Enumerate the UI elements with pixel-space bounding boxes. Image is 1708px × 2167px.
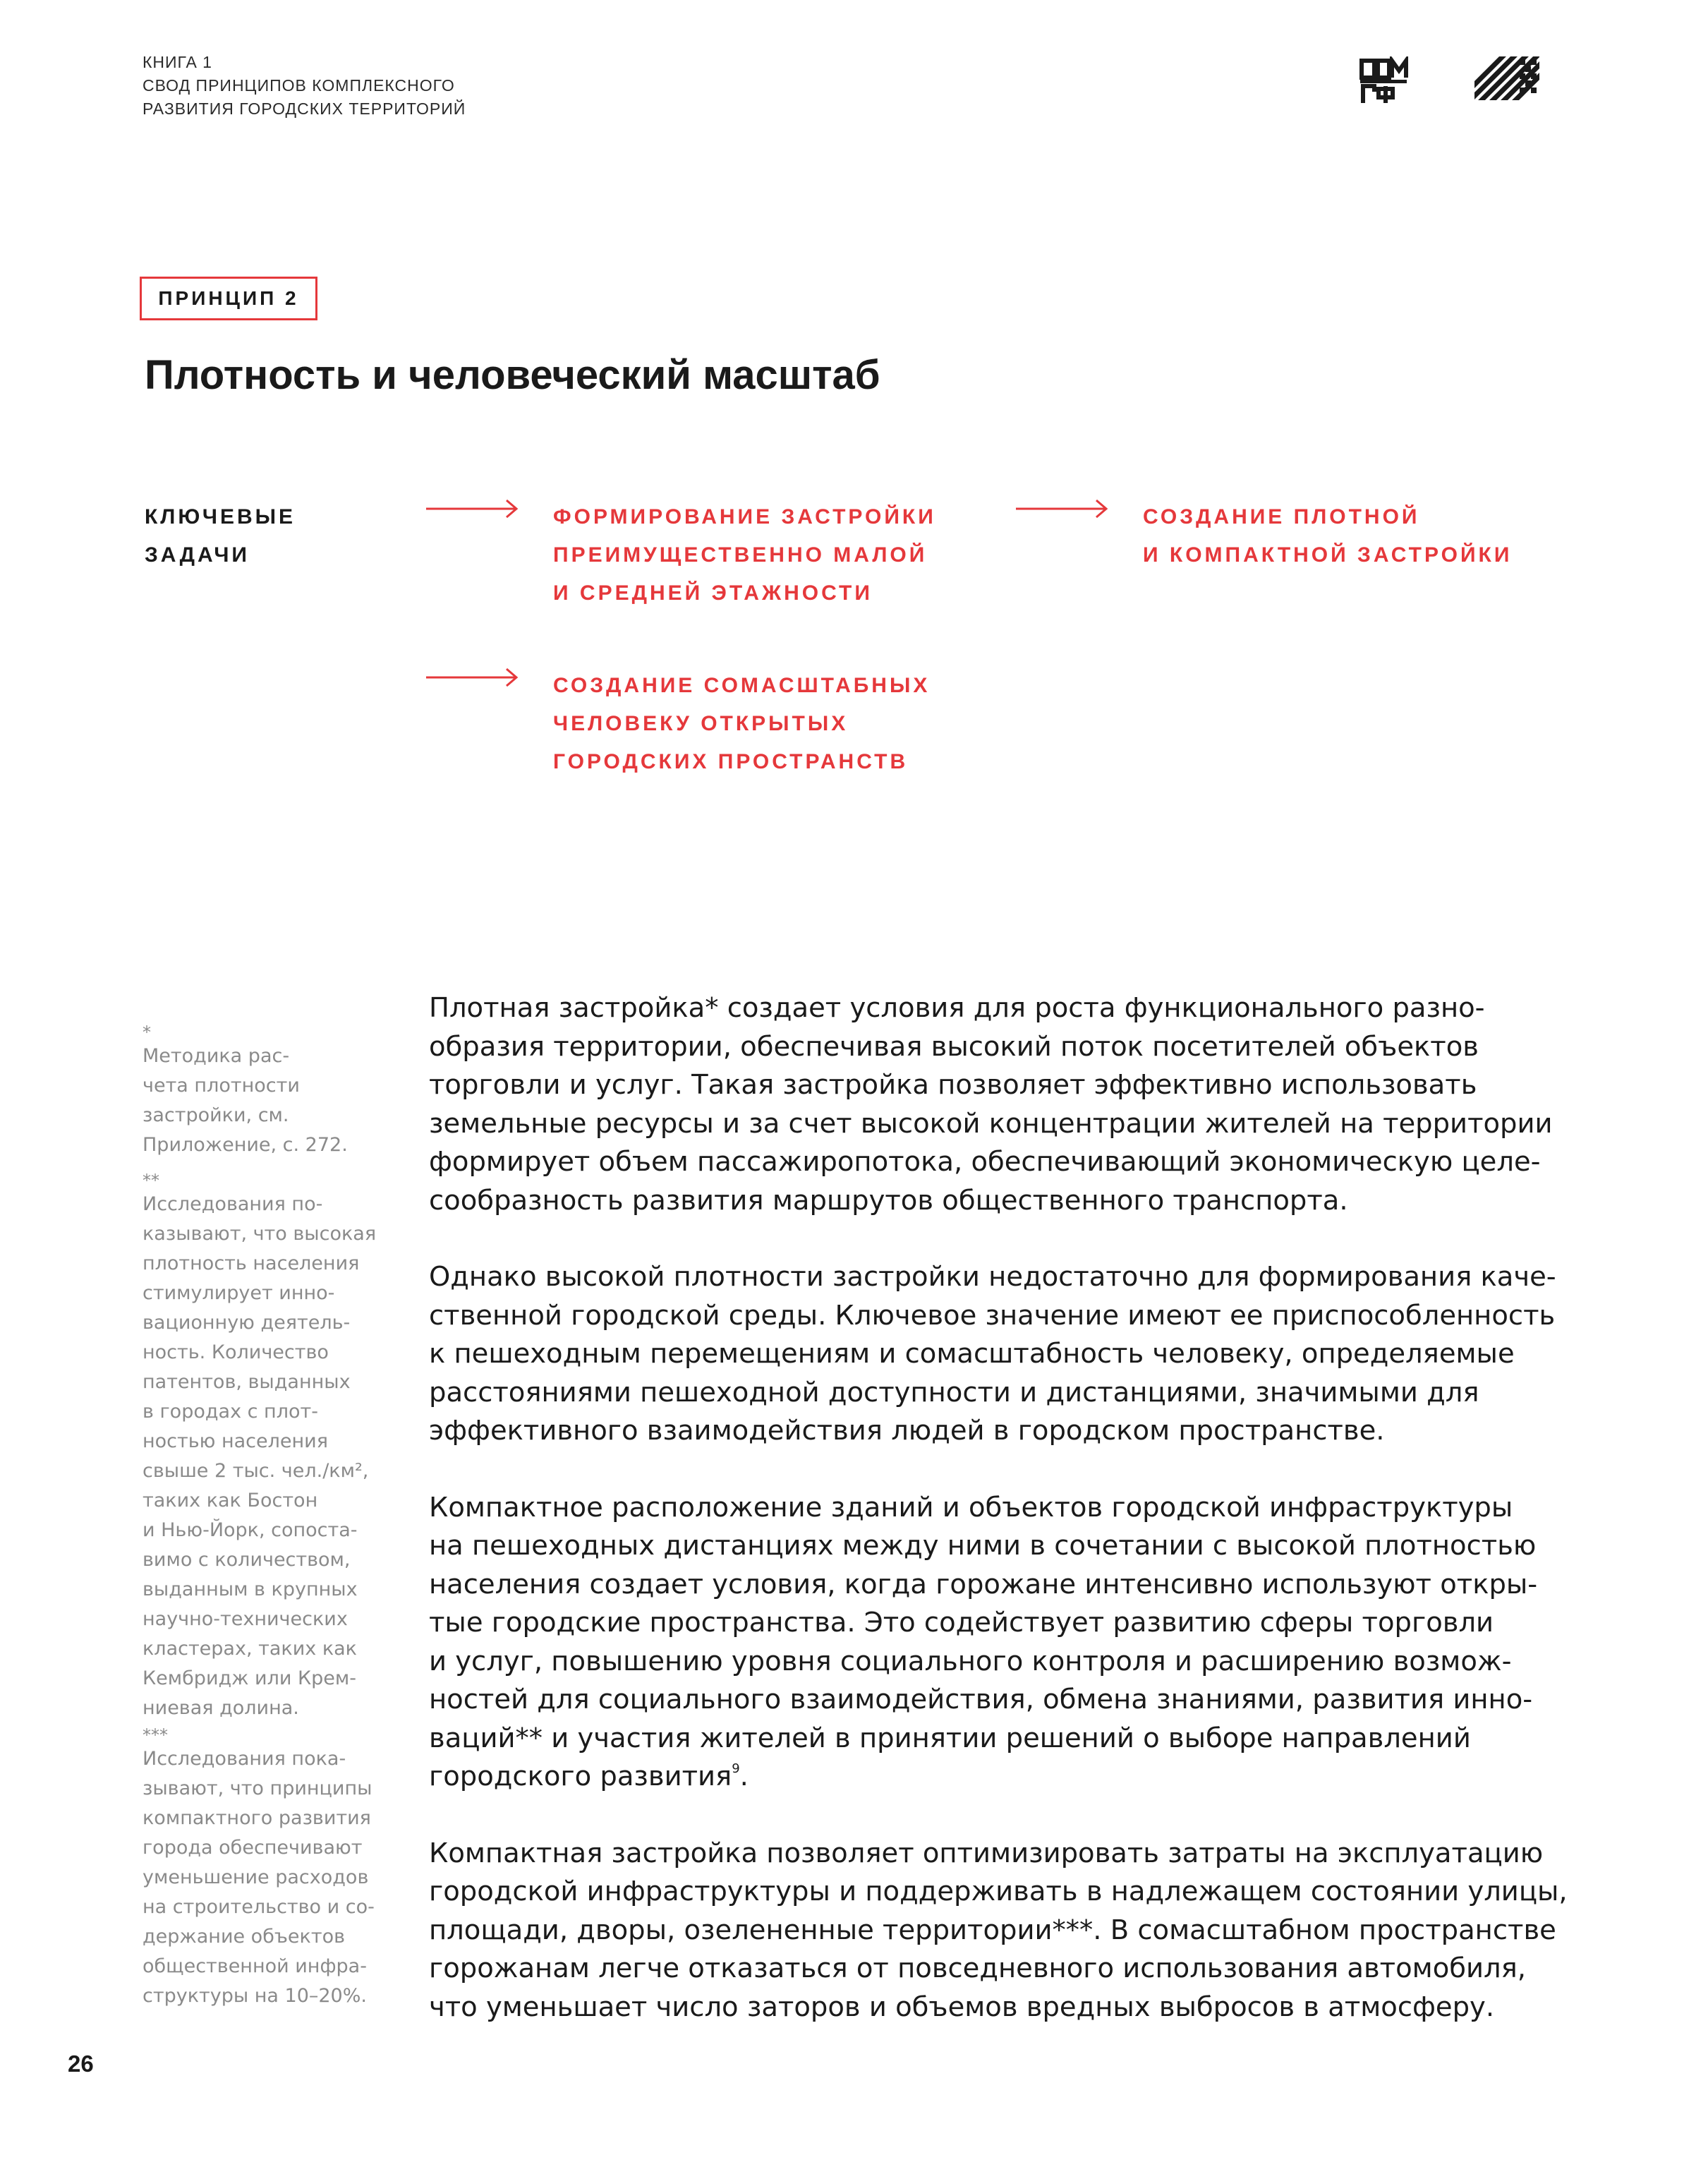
- sidenote-line: держание объектов: [143, 1926, 346, 1948]
- key-task-2-line-2: И КОМПАКТНОЙ ЗАСТРОЙКИ: [1143, 543, 1513, 567]
- body-line: на пешеходных дистанциях между ними в сочетании с высокой плотностью: [429, 1530, 1537, 1562]
- sidenote-line: выданным в крупных: [143, 1579, 358, 1600]
- sidenote-line: патентов, выданных: [143, 1371, 351, 1393]
- striped-square-logo: [1474, 56, 1539, 100]
- sidenote-line: Кембридж или Крем-: [143, 1667, 357, 1689]
- sidenote-line: уменьшение расходов: [143, 1866, 369, 1888]
- dom-rf-logo: [1359, 56, 1408, 104]
- sidenote-line: в городах с плот-: [143, 1401, 318, 1423]
- sidenote-3: [143, 1726, 396, 2011]
- sidenote-line: вимо с количеством,: [143, 1549, 351, 1571]
- sidenote-line: чета плотности: [143, 1075, 300, 1097]
- body-line: населения создает условия, когда горожане интенсивно используют откры-: [429, 1568, 1538, 1600]
- body-line: ваций** и участия жителей в принятии решений о выборе направлений: [429, 1722, 1471, 1754]
- body-line: тые городские пространства. Это содействует развитию сферы торговли: [429, 1607, 1494, 1638]
- body-line: ственной городской среды. Ключевое значение имеют ее приспособленность: [429, 1299, 1556, 1332]
- body-line: сообразность развития маршрутов общественного транспорта.: [429, 1184, 1348, 1217]
- body-line: горожанам легче отказаться от повседневного использования автомобиля,: [429, 1952, 1527, 1984]
- book-header: [143, 51, 466, 121]
- body-line: площади, дворы, озелененные территории***. В сомасштабном пространстве: [429, 1914, 1556, 1946]
- arrow-icon: [426, 667, 519, 688]
- key-task-1: [553, 498, 936, 612]
- sidenote-line: зывают, что принципы: [143, 1777, 373, 1799]
- body-line: Компактное расположение зданий и объектов городской инфраструктуры: [429, 1491, 1513, 1523]
- body-line: расстояниями пешеходной доступности и дистанциями, значимыми для: [429, 1376, 1479, 1408]
- key-task-3-line-1: СОЗДАНИЕ СОМАСШТАБНЫХ: [553, 674, 931, 697]
- paragraph-2: [429, 1258, 1572, 1451]
- header-line-3: РАЗВИТИЯ ГОРОДСКИХ ТЕРРИТОРИЙ: [143, 99, 466, 118]
- body-line: формирует объем пассажиропотока, обеспечивающий экономическую целе-: [429, 1146, 1541, 1178]
- sidenote-line: и Нью-Йорк, сопоста-: [143, 1519, 358, 1541]
- body-line: ностей для социального взаимодействия, обмена знаниями, развития инно-: [429, 1684, 1533, 1715]
- paragraph-3: [429, 1489, 1572, 1797]
- sidenote-line: кластерах, таких как: [143, 1638, 357, 1660]
- body-line: что уменьшает число заторов и объемов вредных выбросов в атмосферу.: [429, 1991, 1495, 2023]
- key-task-2-line-1: СОЗДАНИЕ ПЛОТНОЙ: [1143, 505, 1420, 529]
- sidenote-line: ниевая долина.: [143, 1697, 299, 1719]
- key-tasks-label: [145, 498, 296, 574]
- key-task-2: [1143, 498, 1512, 574]
- body-line: и услуг, повышению уровня социального контроля и расширению возмож-: [429, 1645, 1512, 1677]
- sidenote-line: общественной инфра-: [143, 1955, 367, 1977]
- body-line: Компактная застройка позволяет оптимизировать затраты на эксплуатацию: [429, 1837, 1544, 1869]
- header-line-1: КНИГА 1: [143, 53, 212, 71]
- sidenote-line: научно-технических: [143, 1608, 348, 1630]
- body-line-end: .: [739, 1761, 749, 1792]
- sidenote-1: [143, 1023, 396, 1160]
- sidenote-line: вационную деятель-: [143, 1312, 351, 1334]
- body-line: Плотная застройка* создает условия для роста функционального разно-: [429, 992, 1485, 1024]
- sidenote-line: плотность населения: [143, 1252, 360, 1274]
- footnote-ref: 9: [732, 1761, 740, 1776]
- paragraph-4: [429, 1835, 1572, 2027]
- arrow-icon: [426, 498, 519, 519]
- paragraph-1: [429, 989, 1572, 1220]
- sidenote-line: таких как Бостон: [143, 1490, 318, 1511]
- page-number: 26: [68, 2051, 94, 2077]
- sidenote-line: казывают, что высокая: [143, 1223, 377, 1245]
- body-line: эффективного взаимодействия людей в городском пространстве.: [429, 1415, 1385, 1447]
- body-line-last: [429, 1758, 1572, 1797]
- sidenote-line: на строительство и со-: [143, 1896, 375, 1918]
- key-task-1-line-1: ФОРМИРОВАНИЕ ЗАСТРОЙКИ: [553, 505, 936, 529]
- body-line: образия территории, обеспечивая высокий поток посетителей объектов: [429, 1030, 1479, 1063]
- sidenote-line: свыше 2 тыс. чел./км²,: [143, 1460, 369, 1482]
- body-line-text: городского развития: [429, 1761, 732, 1792]
- sidenote-line: структуры на 10–20%.: [143, 1985, 367, 2007]
- sidenote-line: города обеспечивают: [143, 1837, 363, 1859]
- key-task-3-line-2: ЧЕЛОВЕКУ ОТКРЫТЫХ: [553, 712, 849, 735]
- sidenote-mark: *: [143, 1022, 151, 1042]
- arrow-icon: [1016, 498, 1109, 519]
- sidenote-line: застройки, см.: [143, 1104, 289, 1126]
- sidenote-mark: **: [143, 1171, 159, 1190]
- sidenote-line: компактного развития: [143, 1807, 371, 1829]
- sidenote-line: Исследования пока-: [143, 1748, 346, 1770]
- key-task-3-line-3: ГОРОДСКИХ ПРОСТРАНСТВ: [553, 750, 909, 773]
- sidenote-mark: ***: [143, 1725, 168, 1745]
- body-text: [429, 989, 1572, 2065]
- sidenote-line: стимулирует инно-: [143, 1282, 335, 1304]
- header-line-2: СВОД ПРИНЦИПОВ КОМПЛЕКСНОГО: [143, 76, 455, 95]
- body-line: торговли и услуг. Такая застройка позволяет эффективно использовать: [429, 1069, 1477, 1101]
- body-line: Однако высокой плотности застройки недостаточно для формирования каче-: [429, 1261, 1556, 1293]
- body-line: городской инфраструктуры и поддерживать в надлежащем состоянии улицы,: [429, 1876, 1568, 1907]
- sidenote-line: Приложение, с. 272.: [143, 1134, 348, 1156]
- body-line: земельные ресурсы и за счет высокой концентрации жителей на территории: [429, 1107, 1553, 1140]
- key-tasks-label-line-2: ЗАДАЧИ: [145, 543, 250, 567]
- body-line: к пешеходным перемещениям и сомасштабность человеку, определяемые: [429, 1338, 1515, 1370]
- key-task-1-line-3: И СРЕДНЕЙ ЭТАЖНОСТИ: [553, 581, 873, 605]
- key-task-1-line-2: ПРЕИМУЩЕСТВЕННО МАЛОЙ: [553, 543, 928, 567]
- key-task-3: [553, 667, 930, 781]
- principle-title: Плотность и человеческий масштаб: [145, 352, 880, 398]
- key-tasks-label-line-1: КЛЮЧЕВЫЕ: [145, 505, 296, 529]
- principle-badge: ПРИНЦИП 2: [140, 277, 317, 320]
- sidenote-line: Исследования по-: [143, 1193, 323, 1215]
- sidenote-line: ностью населения: [143, 1430, 328, 1452]
- sidenote-2: [143, 1171, 396, 1723]
- sidenote-line: Методика рас-: [143, 1045, 290, 1067]
- sidenote-line: ность. Количество: [143, 1341, 329, 1363]
